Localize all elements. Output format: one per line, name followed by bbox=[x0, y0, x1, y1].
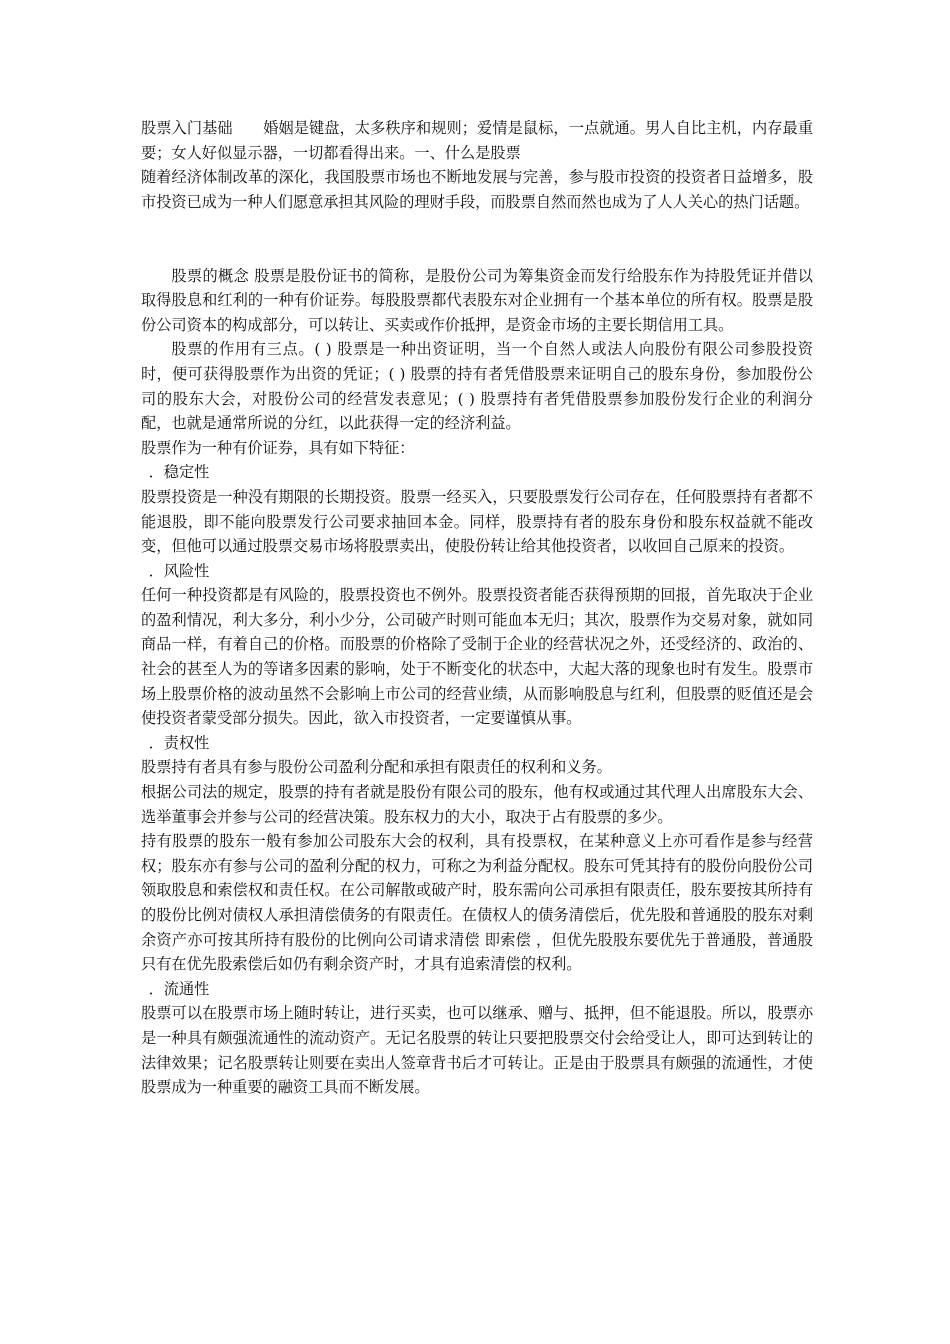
concept-paragraph: 股票的概念 股票是股份证书的简称，是股份公司为筹集资金而发行给股东作为持股凭证并借以取得股息和红利的一种有价证券。每股股票都代表股东对企业拥有一个基本单位的所有权。股票是股份公司资本的构成部分，可以转让、买卖或作价抵押，是资金市场的主要长期信用工具。 bbox=[141, 266, 813, 334]
intro-line: 股票入门基础 婚姻是键盘，太多秩序和规则；爱情是鼠标，一点就通。男人自比主机，内存最重要；女人好似显示器，一切都看得出来。一、什么是股票 bbox=[141, 119, 813, 162]
features-intro: 股票作为一种有价证券，具有如下特征： bbox=[141, 438, 415, 457]
document-body bbox=[141, 116, 813, 1100]
intro-paragraph: 随着经济体制改革的深化，我国股票市场也不断地发展与完善，参与股市投资的投资者日益增多，股市投资已成为一种人们愿意承担其风险的理财手段，而股票自然而然也成为了人人关心的热门话题。 bbox=[141, 168, 813, 211]
rights-heading: ．责权性 bbox=[148, 733, 210, 752]
rights-paragraph-3: 持有股票的股东一般有参加公司股东大会的权利，具有投票权，在某种意义上亦可看作是参与经营权；股东亦有参与公司的盈利分配的权力，可称之为利益分配权。股东可凭其持有的股份向股份公司领取股息和索偿权和责任权。在公司解散或破产时，股东需向公司承担有限责任，股东要按其所持有的股份比例对债权人承担清偿债务的有限责任。在债权人的债务清偿后，优先股和普通股的股东对剩余资产亦可按其所持有股份的比例向公司请求清偿 即索偿 ，但优先股股东要优先于普通股，普通股只有在优先股索偿后如仍有剩余资产时，才具有追索清偿的权利。 bbox=[141, 832, 813, 974]
risk-paragraph: 任何一种投资都是有风险的，股票投资也不例外。股票投资者能否获得预期的回报，首先取决于企业的盈利情况，利大多分，利小少分，公司破产时则可能血本无归；其次，股票作为交易对象，就如同商品一样，有着自己的价格。而股票的价格除了受制于企业的经营状况之外，还受经济的、政治的、社会的甚至人为的等诸多因素的影响，处于不断变化的状态中，大起大落的现象也时有发生。股票市场上股票价格的波动虽然不会影响上市公司的经营业绩，从而影响股息与红利，但股票的贬值还是会使投资者蒙受部分损失。因此，欲入市投资者，一定要谨慎从事。 bbox=[141, 586, 813, 728]
liquidity-paragraph: 股票可以在股票市场上随时转让，进行买卖，也可以继承、赠与、抵押，但不能退股。所以，股票亦是一种具有颇强流通性的流动资产。无记名股票的转让只要把股票交付会给受让人，即可达到转让的法律效果；记名股票转让则要在卖出人签章背书后才可转让。正是由于股票具有颇强的流通性，才使股票成为一种重要的融资工具而不断发展。 bbox=[141, 1004, 813, 1097]
blank-line bbox=[141, 239, 813, 264]
stability-paragraph: 股票投资是一种没有期限的长期投资。股票一经买入，只要股票发行公司存在，任何股票持有者都不能退股，即不能向股票发行公司要求抽回本金。同样，股票持有者的股东身份和股东权益就不能改变，但他可以通过股票交易市场将股票卖出，使股份转让给其他投资者，以收回自己原来的投资。 bbox=[141, 487, 813, 556]
liquidity-heading: ．流通性 bbox=[148, 979, 210, 998]
risk-heading: ．风险性 bbox=[148, 561, 210, 580]
rights-paragraph-2: 根据公司法的规定，股票的持有者就是股份有限公司的股东，他有权或通过其代理人出席股东大会、选举董事会并参与公司的经营决策。股东权力的大小，取决于占有股票的多少。 bbox=[141, 783, 813, 826]
stability-heading: ．稳定性 bbox=[148, 463, 210, 482]
function-paragraph: 股票的作用有三点。( ) 股票是一种出资证明，当一个自然人或法人向股份有限公司参股投资时，便可获得股票作为出资的凭证；( ) 股票的持有者凭借股票来证明自己的股东身份，参加股份公司的股东大会，对股份公司的经营发表意见；( ) 股票持有者凭借股票参加股份发行企业的利润分配，也就是通常所说的分红，以此获得一定的经济利益。 bbox=[141, 340, 813, 433]
rights-paragraph-1: 股票持有者具有参与股份公司盈利分配和承担有限责任的权利和义务。 bbox=[141, 758, 612, 777]
blank-line bbox=[141, 214, 813, 239]
